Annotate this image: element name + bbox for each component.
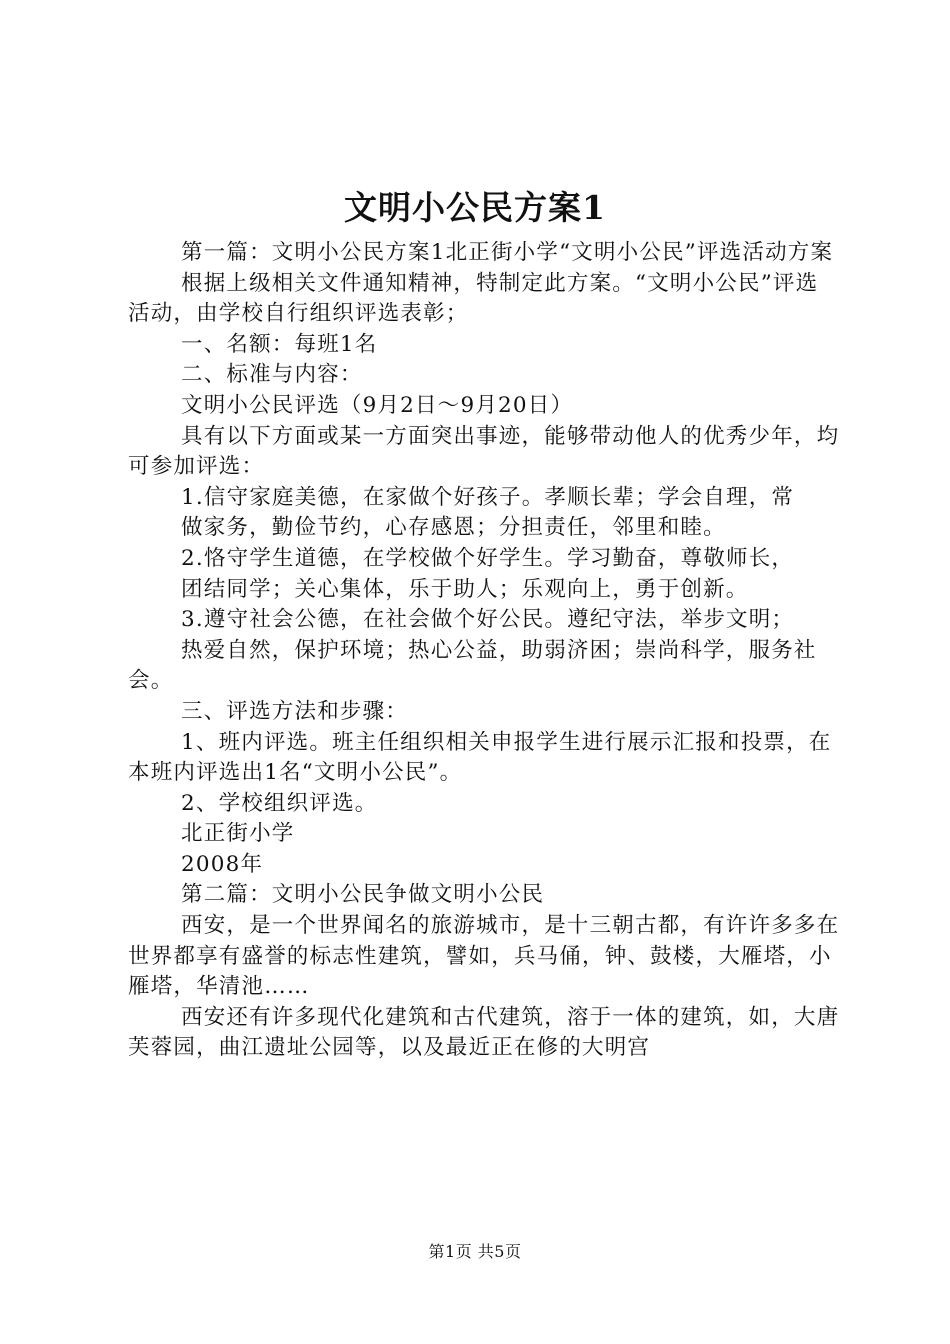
- paragraph: 热爱自然，保护环境；热心公益，助弱济困；崇尚科学，服务社会。: [128, 637, 817, 694]
- paragraph: 文明小公民评选（9月2日～9月20日）: [181, 392, 574, 418]
- paragraph: 一、名额：每班1名: [181, 331, 378, 357]
- paragraph: 北正街小学: [181, 821, 295, 847]
- document-body: [128, 238, 840, 1064]
- paragraph: 做家务，勤俭节约，心存感恩；分担责任，邻里和睦。: [181, 515, 726, 541]
- paragraph: 西安还有许多现代化建筑和古代建筑，溶于一体的建筑，如，大唐芙蓉园，曲江遗址公园等，以及最近正在修的大明宫: [128, 1004, 840, 1061]
- paragraph: 第二篇：文明小公民争做文明小公民: [181, 882, 545, 908]
- paragraph: 2.恪守学生道德，在学校做个好学生。学习勤奋，尊敬师长，: [181, 545, 795, 571]
- paragraph: 团结同学；关心集体，乐于助人；乐观向上，勇于创新。: [181, 576, 749, 602]
- paragraph: 1.信守家庭美德，在家做个好孩子。孝顺长辈；学会自理，常: [181, 484, 795, 510]
- paragraph: 三、评选方法和步骤：: [181, 698, 409, 724]
- paragraph: 2008年: [181, 851, 264, 877]
- paragraph: 根据上级相关文件通知精神，特制定此方案。“文明小公民”评选活动，由学校自行组织评选表彰；: [128, 270, 819, 327]
- paragraph: 1、班内评选。班主任组织相关申报学生进行展示汇报和投票，在本班内评选出1名“文明小公民”。: [128, 729, 832, 786]
- document-title: 文明小公民方案1: [344, 188, 606, 227]
- page-footer: 第1页 共5页: [428, 1242, 522, 1261]
- paragraph: 第一篇：文明小公民方案1北正街小学“文明小公民”评选活动方案: [181, 240, 834, 265]
- paragraph: 西安，是一个世界闻名的旅游城市，是十三朝古都，有许许多多在世界都享有盛誉的标志性建筑，譬如，兵马俑，钟、鼓楼，大雁塔，小雁塔，华清池……: [128, 913, 840, 1000]
- paragraph: 具有以下方面或某一方面突出事迹，能够带动他人的优秀少年，均可参加评选：: [128, 423, 840, 480]
- paragraph: 2、学校组织评选。: [181, 790, 378, 816]
- paragraph: 二、标准与内容：: [181, 362, 363, 388]
- paragraph: 3.遵守社会公德，在社会做个好公民。遵纪守法，举步文明；: [181, 607, 795, 633]
